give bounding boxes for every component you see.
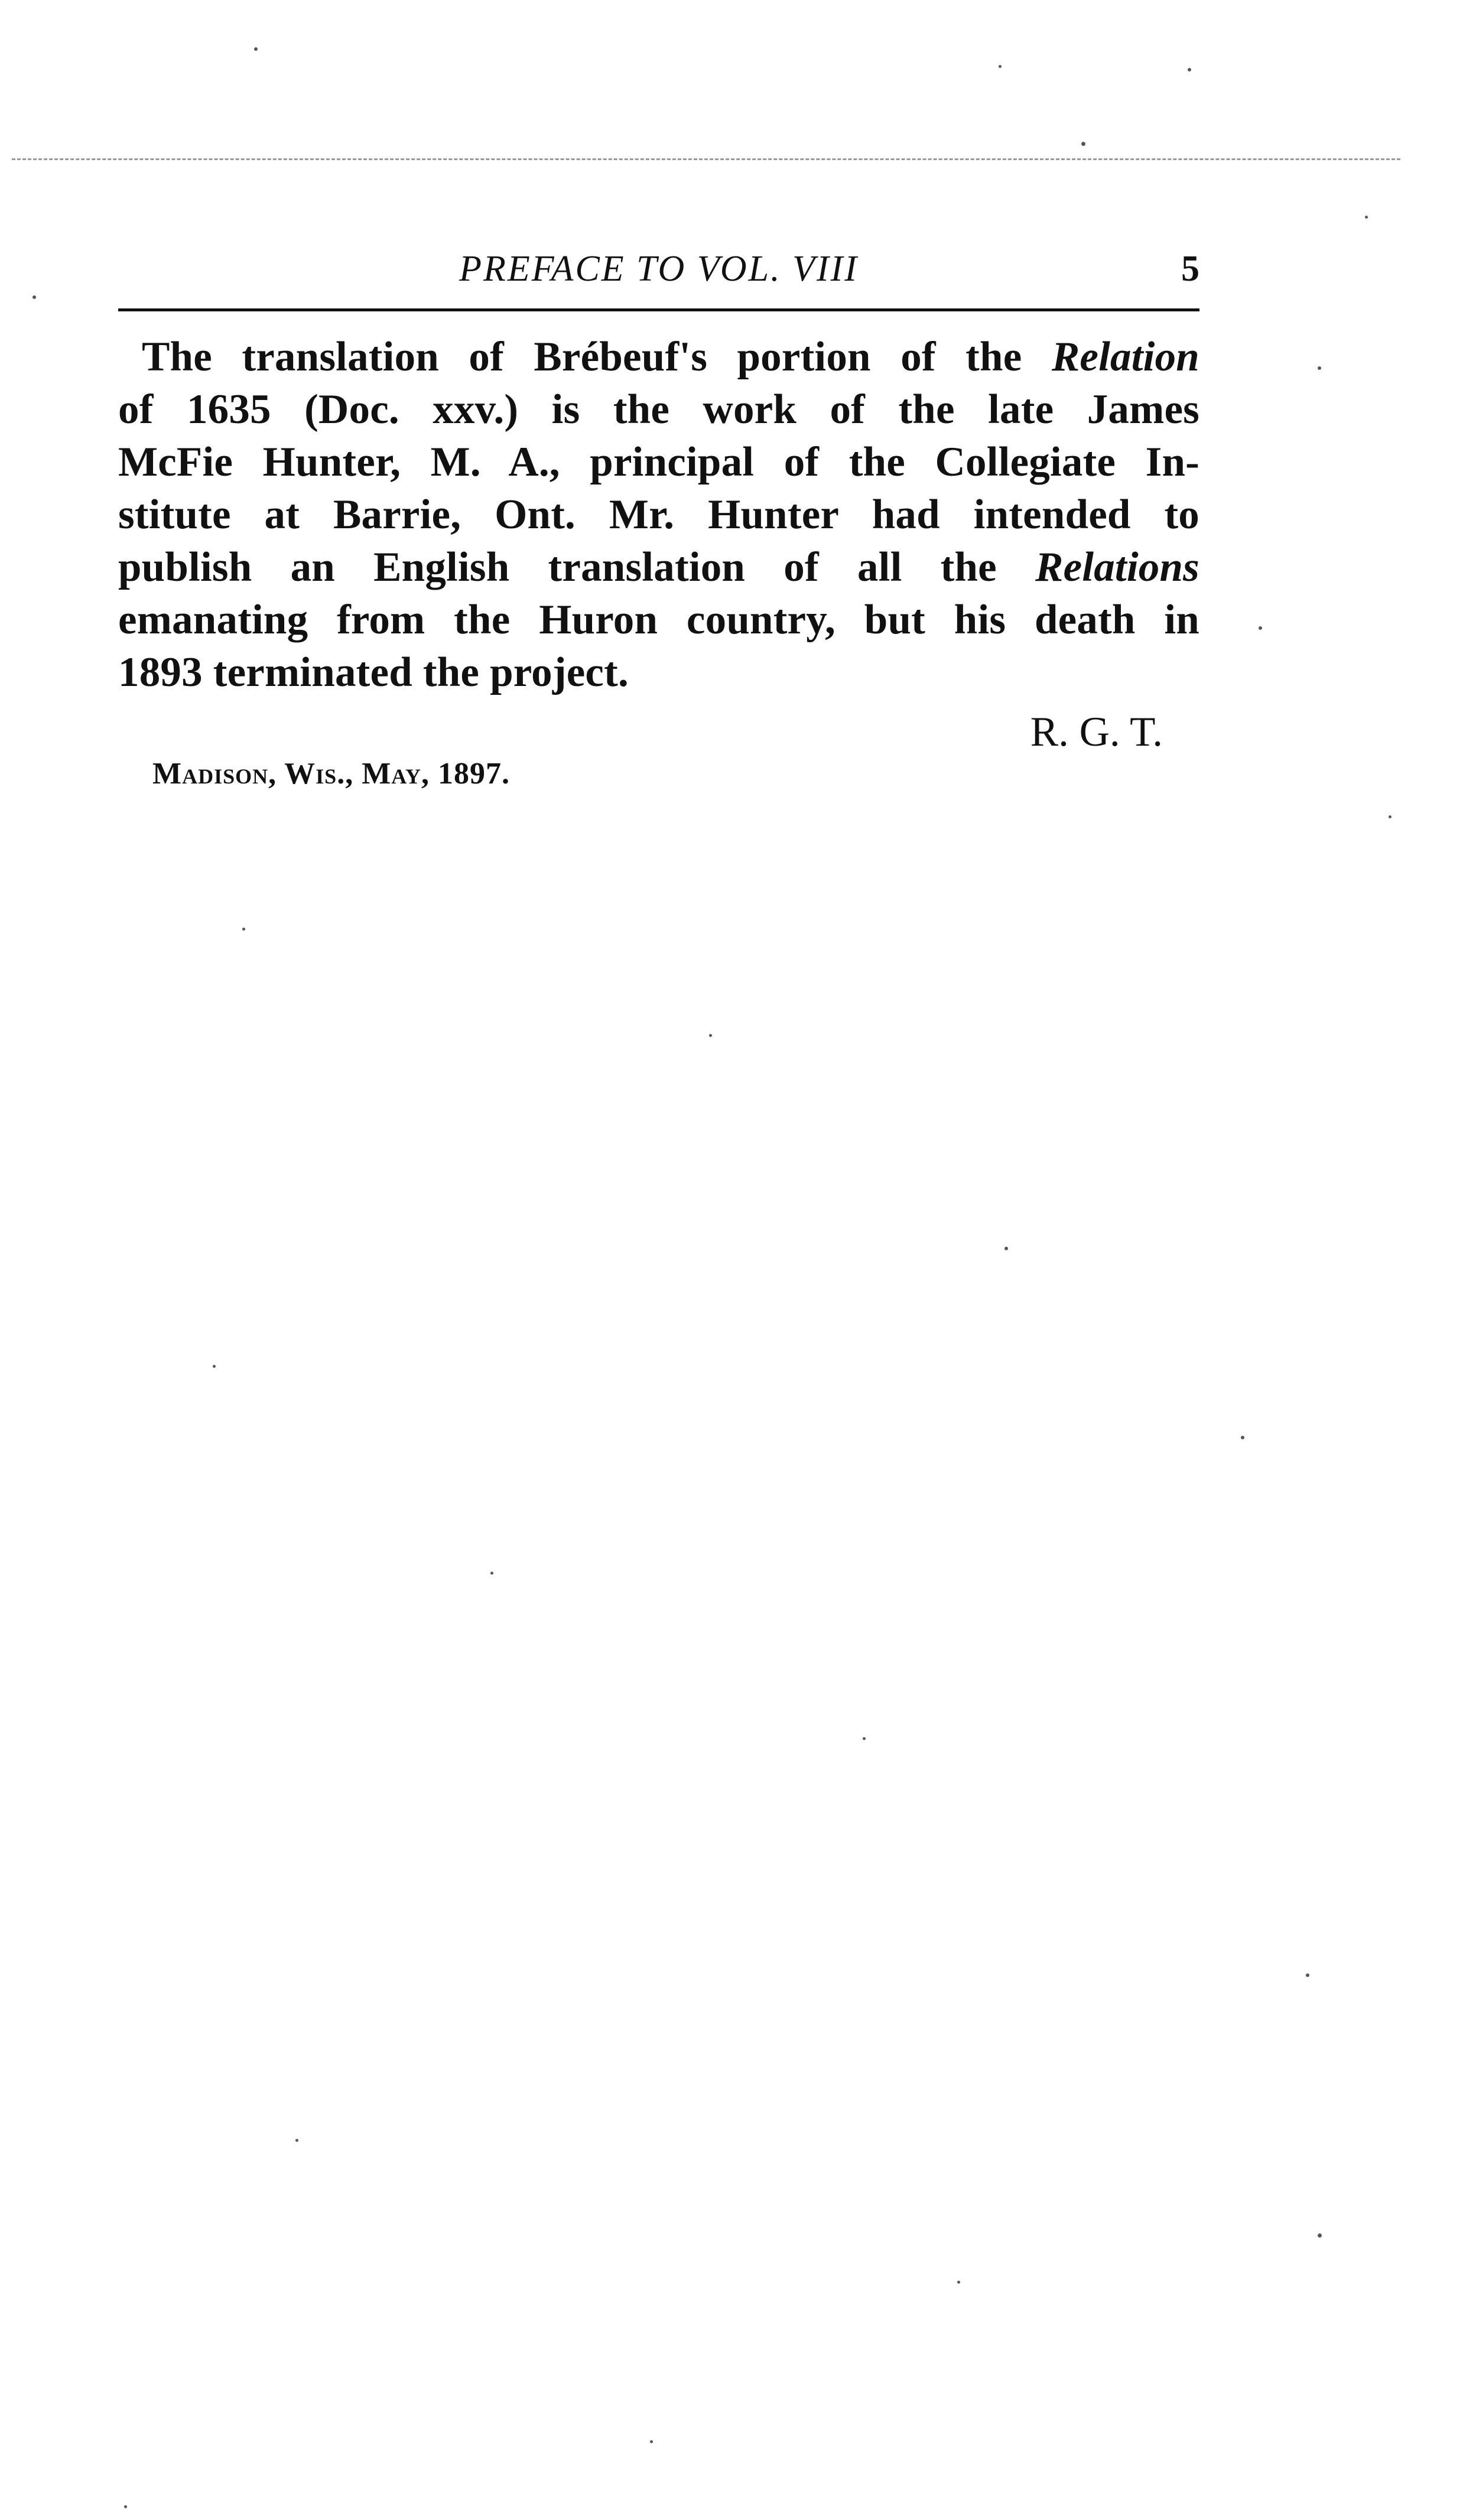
speck: [1188, 68, 1191, 71]
speck: [1365, 216, 1368, 219]
header-rule: [118, 308, 1199, 311]
scan-edge-line: [12, 158, 1400, 160]
speck: [957, 2281, 960, 2284]
speck: [1389, 815, 1392, 818]
text-line: publish an English translation of all the Relations: [118, 544, 1199, 590]
speck: [295, 2139, 298, 2142]
page-number: 5: [1181, 249, 1199, 289]
speck: [1318, 2233, 1322, 2238]
speck: [1306, 1973, 1309, 1977]
speck: [863, 1737, 866, 1740]
speck: [254, 47, 258, 51]
speck: [124, 2505, 127, 2508]
signature-initials: R. G. T.: [1030, 709, 1163, 755]
speck: [1318, 366, 1321, 370]
body-paragraph: [118, 331, 1199, 699]
speck: [999, 65, 1002, 68]
text-line: The translation of Brébeuf's portion of the Relation: [142, 334, 1199, 380]
speck: [490, 1572, 493, 1575]
running-head: PREFACE TO VOL. VIII: [459, 249, 859, 289]
speck: [1241, 1436, 1244, 1439]
text-line: stitute at Barrie, Ont. Mr. Hunter had intended to: [118, 492, 1199, 538]
text-line: of 1635 (Doc. xxv.) is the work of the late James: [118, 386, 1199, 433]
speck: [32, 295, 36, 299]
speck: [1081, 142, 1085, 146]
speck: [709, 1034, 712, 1037]
speck: [1259, 626, 1262, 630]
text-line: McFie Hunter, M. A., principal of the Collegiate In-: [118, 439, 1199, 485]
page-header: [118, 245, 1199, 310]
speck: [242, 928, 245, 931]
speck: [650, 2440, 653, 2443]
text-line: emanating from the Huron country, but his death in: [118, 597, 1199, 643]
speck: [1004, 1247, 1008, 1250]
dateline: Madison, Wis., May, 1897.: [152, 757, 510, 791]
text-line: 1893 terminated the project.: [118, 649, 629, 695]
speck: [213, 1365, 216, 1368]
